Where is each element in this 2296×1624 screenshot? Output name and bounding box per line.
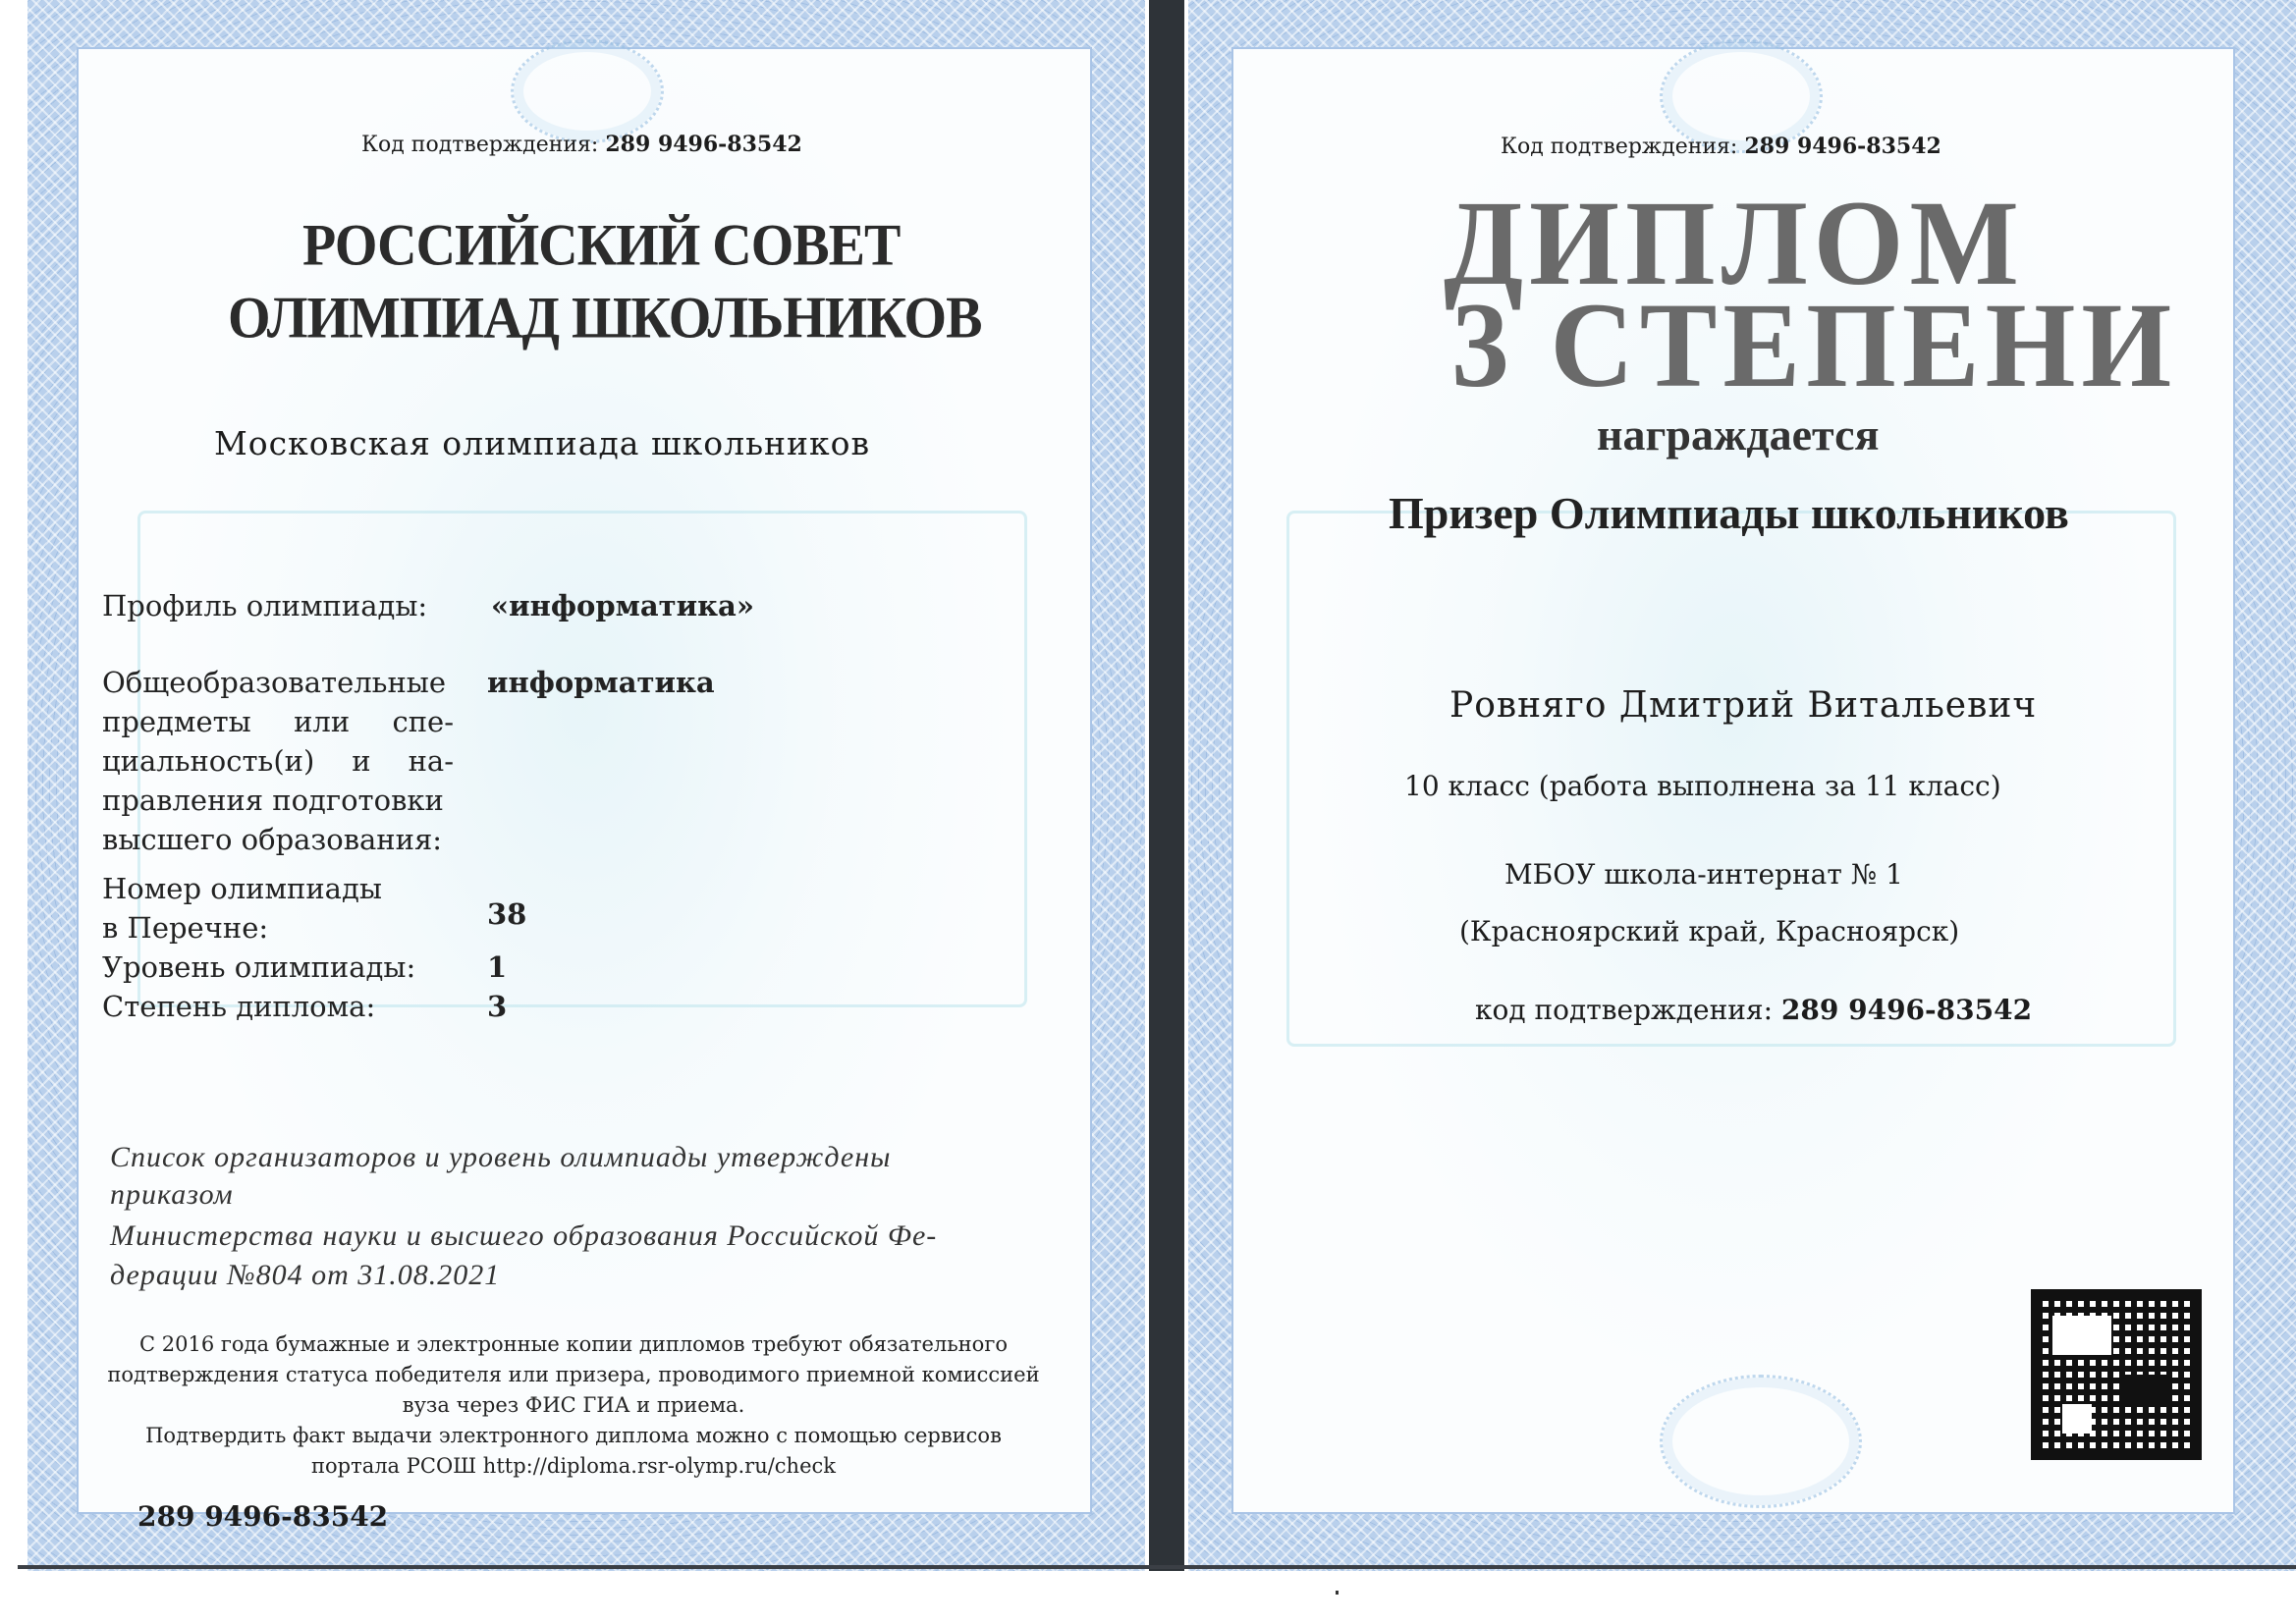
spine-divider [1149, 0, 1184, 1571]
rsosh-notice [82, 1329, 1065, 1482]
olympiad-name: Московская олимпиада школьников [214, 424, 871, 462]
right-confirmation-label: Код подтверждения: [1501, 135, 1738, 159]
diploma-title-line1: ДИПЛОМ [1444, 175, 2025, 311]
subjects-label-1: Общеобразовательные [102, 666, 447, 699]
number-label-1: Номер олимпиады [102, 872, 382, 905]
awarded-text: награждается [1597, 409, 1880, 460]
left-confirmation-code: 289 9496-83542 [605, 132, 802, 157]
order-note-1: Список организаторов и уровень олимпиады утверждены [110, 1141, 892, 1173]
scan-speck [1336, 1591, 1339, 1595]
left-confirmation-label: Код подтверждения: [361, 133, 599, 157]
scan-bottom-edge [18, 1565, 2296, 1569]
level-value: 1 [487, 950, 508, 984]
order-note-3: Министерства науки и высшего образования Российской Фе- [110, 1219, 938, 1252]
qr-code-detail [2052, 1316, 2111, 1355]
diploma-title-line2: 3 СТЕПЕНИ [1451, 277, 2178, 413]
subjects-label-5: высшего образования: [102, 823, 443, 856]
degree-label: Степень диплома: [102, 990, 376, 1023]
number-label-2: в Перечне: [102, 911, 269, 945]
right-code [1475, 994, 2032, 1026]
order-note-4: дерации №804 от 31.08.2021 [110, 1259, 501, 1291]
right-confirmation [1501, 134, 1941, 159]
qr-code-detail [2121, 1375, 2170, 1404]
left-bottom-code: 289 9496-83542 [137, 1500, 389, 1533]
subjects-label-4: правления подготовки [102, 784, 444, 817]
notice-line-2: подтверждения статуса победителя или призера, проводимого приемной комиссией [107, 1363, 1040, 1386]
left-confirmation [361, 132, 802, 157]
right-confirmation-code: 289 9496-83542 [1744, 134, 1941, 159]
number-value: 38 [487, 897, 527, 931]
prize-title: Призер Олимпиады школьников [1389, 488, 2069, 538]
grade-line: 10 класс (работа выполнена за 11 класс) [1404, 770, 2001, 802]
left-top-ornament [511, 39, 664, 143]
council-title-line1: РОССИЙСКИЙ СОВЕТ [302, 212, 901, 279]
council-title-line2: ОЛИМПИАД ШКОЛЬНИКОВ [228, 285, 982, 352]
subjects-label-2: предметы или спе- [102, 705, 454, 738]
notice-line-1: С 2016 года бумажные и электронные копии дипломов требуют обязательного [139, 1332, 1008, 1356]
notice-line-3: вуза через ФИС ГИА и приема. [402, 1393, 745, 1417]
profile-label: Профиль олимпиады: [102, 589, 428, 623]
recipient-name: Ровняго Дмитрий Витальевич [1449, 685, 2038, 726]
level-label: Уровень олимпиады: [102, 950, 416, 984]
school-line: МБОУ школа-интернат № 1 [1504, 858, 1903, 891]
right-code-value: 289 9496-83542 [1780, 994, 2033, 1026]
qr-code-detail [2062, 1404, 2092, 1434]
region-line: (Красноярский край, Красноярск) [1459, 915, 1960, 947]
subjects-value: информатика [487, 666, 715, 699]
notice-line-4: Подтвердить факт выдачи электронного диплома можно с помощью сервисов [145, 1424, 1002, 1447]
right-code-label: код подтверждения: [1475, 994, 1773, 1026]
subjects-label-3: циальность(и) и на- [102, 744, 454, 778]
notice-line-5: портала РСОШ http://diploma.rsr-olymp.ru/check [311, 1454, 836, 1478]
profile-value: «информатика» [491, 589, 754, 623]
degree-value: 3 [487, 990, 508, 1023]
order-note-2: приказом [110, 1178, 234, 1211]
right-bottom-ornament [1660, 1375, 1862, 1508]
